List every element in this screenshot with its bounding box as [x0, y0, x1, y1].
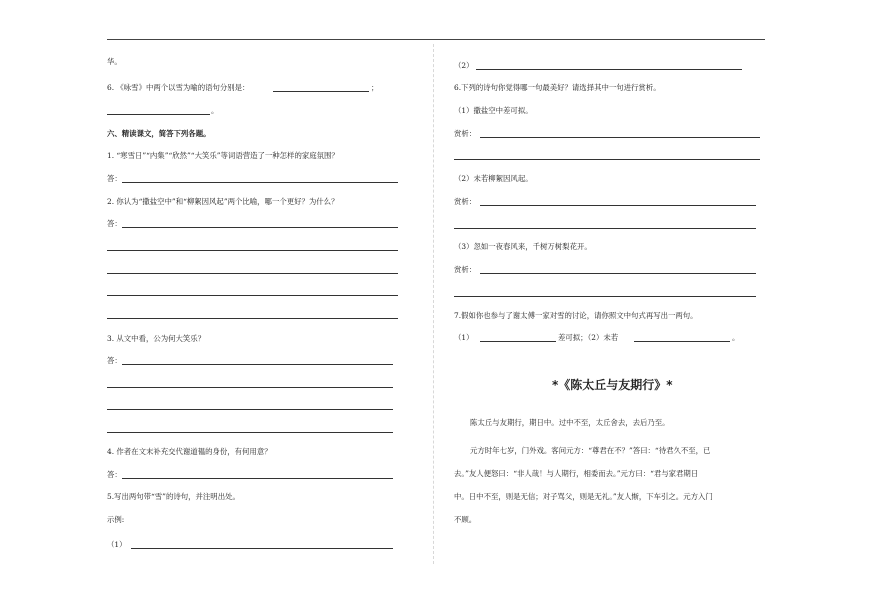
answer-blank[interactable]	[273, 91, 369, 92]
answer-line[interactable]	[480, 273, 756, 274]
answer-line[interactable]	[107, 409, 393, 410]
answer-line[interactable]	[107, 387, 393, 388]
appreciate-label: 赏析：	[454, 265, 477, 274]
q7-end: 。	[732, 333, 740, 342]
semicolon: ；	[371, 83, 379, 92]
answer-line[interactable]	[122, 227, 398, 228]
passage-line: 不顾。	[454, 515, 477, 524]
period: 。	[211, 106, 219, 115]
passage-line: 元方时年七岁，门外戏。客问元方：“尊君在不？”答曰：“待君久不至，已	[470, 446, 711, 455]
header-rule	[107, 39, 765, 40]
question-6-right: 6.下列的诗句你觉得哪一句最美好？请选择其中一句进行赏析。	[454, 83, 661, 92]
answer-line[interactable]	[107, 273, 398, 274]
item-2-label: （2）	[454, 61, 474, 70]
answer-blank[interactable]	[107, 114, 210, 115]
answer-blank[interactable]	[634, 341, 730, 342]
answer-label: 答：	[107, 356, 122, 365]
question-1: 1. “寒雪日”“内集”“欣然”“大笑乐”等词语营造了一种怎样的家庭氛围？	[107, 151, 339, 160]
answer-line[interactable]	[454, 159, 760, 160]
continued-text: 华。	[107, 57, 122, 66]
question-6-left: 6. 《咏雪》中两个以雪为喻的语句分别是：	[107, 83, 250, 92]
example-label: 示例:	[107, 515, 125, 524]
answer-line[interactable]	[454, 228, 756, 229]
question-4: 4. 作者在文末补充交代谢道韫的身份，有何用意？	[107, 447, 272, 456]
passage-line: 中。日中不至，则是无信；对子骂父，则是无礼。”友人惭，下车引之。元方入门	[454, 492, 713, 501]
answer-line[interactable]	[480, 205, 756, 206]
answer-blank[interactable]	[480, 341, 556, 342]
item-1-label: （1）	[107, 540, 127, 549]
passage-title: *《陈太丘与友期行》*	[552, 378, 673, 392]
question-5: 5.写出两句带“雪”的诗句，并注明出处。	[107, 492, 240, 501]
answer-line[interactable]	[131, 548, 393, 549]
question-7: 7.假如你也参与了谢太傅一家对雪的讨论，请你照文中句式再写出一两句。	[454, 311, 698, 320]
answer-line[interactable]	[107, 295, 398, 296]
question-2: 2. 你认为“撒盐空中”和“柳絮因风起”两个比喻，哪一个更好？为什么？	[107, 197, 339, 206]
sentence-3: （3）忽如一夜春风来，千树万树梨花开。	[454, 242, 592, 251]
answer-label: 答：	[107, 174, 122, 183]
q7-mid-text: 差可拟；（2）未若	[558, 333, 619, 342]
answer-line[interactable]	[480, 137, 760, 138]
section-heading: 六、精读课文，简答下列各题。	[107, 129, 211, 138]
sentence-2: （2）未若柳絮因风起。	[454, 174, 533, 183]
appreciate-label: 赏析：	[454, 129, 477, 138]
question-3: 3. 从文中看，公为何大笑乐？	[107, 334, 206, 343]
answer-line[interactable]	[107, 318, 398, 319]
answer-line[interactable]	[122, 478, 393, 479]
answer-label: 答：	[107, 470, 122, 479]
answer-line[interactable]	[107, 432, 393, 433]
passage-line: 去。”友人便怒曰：“非人哉！与人期行，相委而去。”元方曰：“君与家君期日	[454, 469, 699, 478]
answer-line[interactable]	[454, 296, 756, 297]
answer-line[interactable]	[107, 250, 398, 251]
answer-label: 答：	[107, 219, 122, 228]
answer-line[interactable]	[122, 364, 393, 365]
sentence-1: （1）撒盐空中差可拟。	[454, 106, 533, 115]
q7-item-1: （1）	[454, 333, 474, 342]
answer-line[interactable]	[476, 69, 742, 70]
passage-paragraph-1: 陈太丘与友期行，期日中。过中不至，太丘舍去，去后乃至。	[470, 418, 670, 427]
appreciate-label: 赏析：	[454, 197, 477, 206]
answer-line[interactable]	[122, 182, 398, 183]
column-divider	[433, 44, 434, 564]
